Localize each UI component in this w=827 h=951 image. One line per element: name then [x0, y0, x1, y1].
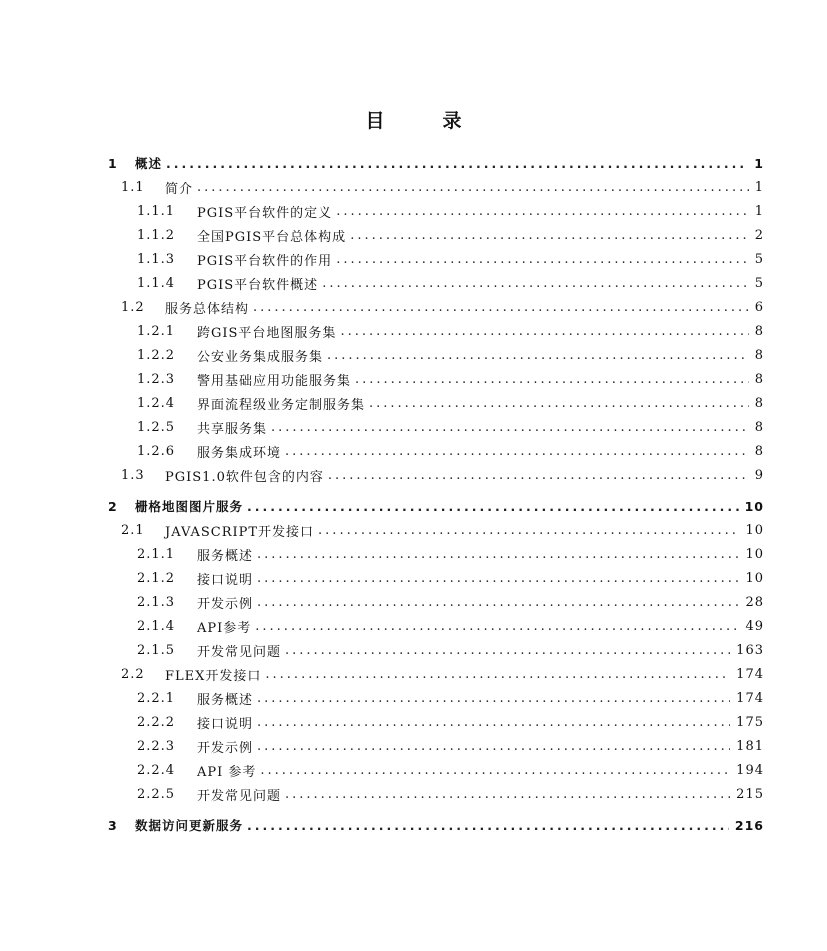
toc-entry-title: PGIS1.0软件包含的内容	[165, 469, 324, 485]
toc-entry-number: 1.1.2	[137, 227, 176, 243]
toc-entry[interactable]	[108, 152, 764, 174]
toc-entry-title: JAVASCRIPT开发接口	[165, 524, 315, 540]
toc-entry[interactable]	[108, 814, 764, 836]
toc-entry-number: 2.2.4	[137, 762, 176, 778]
toc-entry-page: 174	[736, 666, 764, 682]
toc-dot-leader	[350, 228, 749, 243]
toc-entry-number: 1.2.3	[137, 371, 176, 387]
toc-entry[interactable]	[121, 663, 764, 685]
toc-entry[interactable]	[137, 344, 764, 366]
toc-dot-leader	[322, 276, 749, 291]
toc-entry-number: 2.2	[121, 666, 145, 682]
toc-entry-page: 216	[734, 817, 764, 833]
toc-entry[interactable]	[137, 440, 764, 462]
toc-entry-page: 8	[754, 347, 764, 363]
toc-entry-number: 2.1.2	[137, 570, 176, 586]
toc-dot-leader	[336, 204, 749, 219]
toc-entry-page: 10	[745, 546, 764, 562]
toc-entry[interactable]	[137, 711, 764, 733]
toc-entry-page: 1	[754, 155, 764, 171]
toc-dot-leader	[253, 300, 749, 315]
title-char-2: 录	[442, 110, 462, 132]
toc-entry-title: 开发常见问题	[197, 788, 282, 804]
toc-entry-number: 2.1.3	[137, 594, 176, 610]
toc-entry[interactable]	[137, 639, 764, 661]
toc-dot-leader	[257, 691, 730, 706]
toc-entry-number: 1.2	[121, 299, 145, 315]
toc-entry-title: 接口说明	[197, 572, 254, 588]
toc-entry[interactable]	[137, 368, 764, 390]
toc-dot-leader	[257, 571, 739, 586]
toc-entry-page: 9	[754, 467, 764, 483]
toc-entry-page: 194	[736, 762, 764, 778]
toc-dot-leader	[255, 619, 739, 634]
toc-entry-title: 栅格地图图片服务	[135, 499, 244, 514]
toc-entry-page: 10	[745, 522, 764, 538]
toc-dot-leader	[318, 523, 739, 538]
toc-entry-title: 服务概述	[197, 548, 254, 564]
title-char-1: 目	[365, 110, 385, 132]
toc-dot-leader	[285, 787, 730, 802]
toc-entry-page: 1	[754, 179, 764, 195]
toc-entry-number: 2.1.5	[137, 642, 176, 658]
toc-entry-number: 1.2.1	[137, 323, 176, 339]
toc-entry-title: PGIS平台软件概述	[197, 277, 319, 293]
toc-entry[interactable]	[137, 759, 764, 781]
toc-entry-number: 2.2.1	[137, 690, 176, 706]
toc-entry-page: 8	[754, 323, 764, 339]
toc-dot-leader	[340, 324, 748, 339]
toc-entry-number: 2	[108, 498, 118, 514]
toc-dot-leader	[355, 372, 749, 387]
toc-entry-title: 开发常见问题	[197, 644, 282, 660]
toc-entry-number: 1	[108, 155, 118, 171]
toc-dot-leader	[265, 667, 730, 682]
toc-entry-number: 2.1	[121, 522, 145, 538]
toc-dot-leader	[166, 156, 748, 171]
toc-entry-page: 8	[754, 371, 764, 387]
toc-entry[interactable]	[137, 200, 764, 222]
toc-entry-number: 1.2.4	[137, 395, 176, 411]
toc-entry-page: 181	[736, 738, 764, 754]
toc-entry-title: 接口说明	[197, 716, 254, 732]
toc-entry-page: 163	[736, 642, 764, 658]
toc-entry-page: 2	[754, 227, 764, 243]
toc-entry-page: 175	[736, 714, 764, 730]
toc-entry-page: 5	[754, 275, 764, 291]
toc-entry-title: PGIS平台软件的作用	[197, 253, 333, 269]
toc-entry-page: 10	[744, 498, 764, 514]
toc-entry[interactable]	[137, 735, 764, 757]
toc-entry-number: 1.1.4	[137, 275, 176, 291]
toc-entry-page: 8	[754, 395, 764, 411]
toc-entry-number: 2.2.2	[137, 714, 176, 730]
toc-entry-title: 服务总体结构	[165, 301, 250, 317]
toc-entry-number: 2.2.3	[137, 738, 176, 754]
toc-entry-title: 全国PGIS平台总体构成	[197, 229, 347, 245]
toc-entry-title: PGIS平台软件的定义	[197, 205, 333, 221]
toc-entry-title: 共享服务集	[197, 421, 268, 437]
toc-entry-page: 8	[754, 419, 764, 435]
toc-entry[interactable]	[137, 783, 764, 805]
toc-entry-number: 1.3	[121, 467, 145, 483]
toc-entry-number: 1.1.3	[137, 251, 176, 267]
toc-entry[interactable]	[137, 543, 764, 565]
toc-entry-title: 开发示例	[197, 740, 254, 756]
toc-entry-page: 5	[754, 251, 764, 267]
toc-dot-leader	[285, 643, 730, 658]
toc-entry-number: 2.2.5	[137, 786, 176, 802]
toc-entry-title: 警用基础应用功能服务集	[197, 373, 352, 389]
toc-entry[interactable]	[137, 320, 764, 342]
toc-entry-title: 服务概述	[197, 692, 254, 708]
toc-entry-number: 3	[108, 817, 118, 833]
toc-entry-number: 1.2.2	[137, 347, 176, 363]
toc-entry-page: 8	[754, 443, 764, 459]
toc-entry-page: 6	[754, 299, 764, 315]
toc-entry[interactable]	[137, 272, 764, 294]
toc-entry[interactable]	[137, 567, 764, 589]
toc-dot-leader	[336, 252, 749, 267]
toc-dot-leader	[328, 468, 749, 483]
toc-entry[interactable]	[137, 416, 764, 438]
toc-entry-page: 174	[736, 690, 764, 706]
toc-dot-leader	[247, 499, 739, 514]
toc-entry-page: 10	[745, 570, 764, 586]
toc-entry-title: API参考	[197, 620, 252, 636]
toc-entry-page: 49	[745, 618, 764, 634]
toc-entry-title: 简介	[165, 181, 194, 197]
toc-dot-leader	[327, 348, 749, 363]
toc-dot-leader	[257, 595, 739, 610]
toc-entry-page: 1	[754, 203, 764, 219]
toc-dot-leader	[257, 715, 730, 730]
toc-entry-title: 服务集成环境	[197, 445, 282, 461]
toc-dot-leader	[257, 739, 730, 754]
toc-entry-title: 跨GIS平台地图服务集	[197, 325, 337, 341]
toc-dot-leader	[285, 444, 749, 459]
toc-entry-number: 1.2.5	[137, 419, 176, 435]
toc-entry-title: 数据访问更新服务	[135, 818, 244, 833]
toc-entry-number: 1.1	[121, 179, 145, 195]
toc-entry-number: 2.1.4	[137, 618, 176, 634]
toc-entry-title: 开发示例	[197, 596, 254, 612]
toc-entry-page: 28	[745, 594, 764, 610]
toc-entry[interactable]	[121, 519, 764, 541]
toc-entry[interactable]	[121, 296, 764, 318]
toc-entry-title: API 参考	[197, 764, 257, 780]
toc-entry[interactable]	[137, 224, 764, 246]
toc-dot-leader	[247, 818, 729, 833]
toc-entry-page: 215	[736, 786, 764, 802]
toc-entry-title: FLEX开发接口	[165, 668, 262, 684]
toc-entry[interactable]	[121, 464, 764, 486]
toc-dot-leader	[260, 763, 730, 778]
page-title	[0, 106, 827, 133]
toc-entry[interactable]	[137, 687, 764, 709]
toc-entry-title: 公安业务集成服务集	[197, 349, 324, 365]
toc-entry[interactable]	[137, 591, 764, 613]
toc-dot-leader	[369, 396, 749, 411]
toc-entry-title: 界面流程级业务定制服务集	[197, 397, 366, 413]
toc-entry-number: 1.2.6	[137, 443, 176, 459]
toc-entry[interactable]	[108, 495, 764, 517]
toc-entry-number: 1.1.1	[137, 203, 176, 219]
toc-entry[interactable]	[137, 615, 764, 637]
toc-entry-number: 2.1.1	[137, 546, 176, 562]
toc-entry-title: 概述	[135, 156, 163, 171]
toc-dot-leader	[271, 420, 749, 435]
toc-dot-leader	[257, 547, 739, 562]
toc-dot-leader	[197, 180, 749, 195]
toc-entry[interactable]	[137, 248, 764, 270]
toc-entry[interactable]	[121, 176, 764, 198]
toc-entry[interactable]	[137, 392, 764, 414]
